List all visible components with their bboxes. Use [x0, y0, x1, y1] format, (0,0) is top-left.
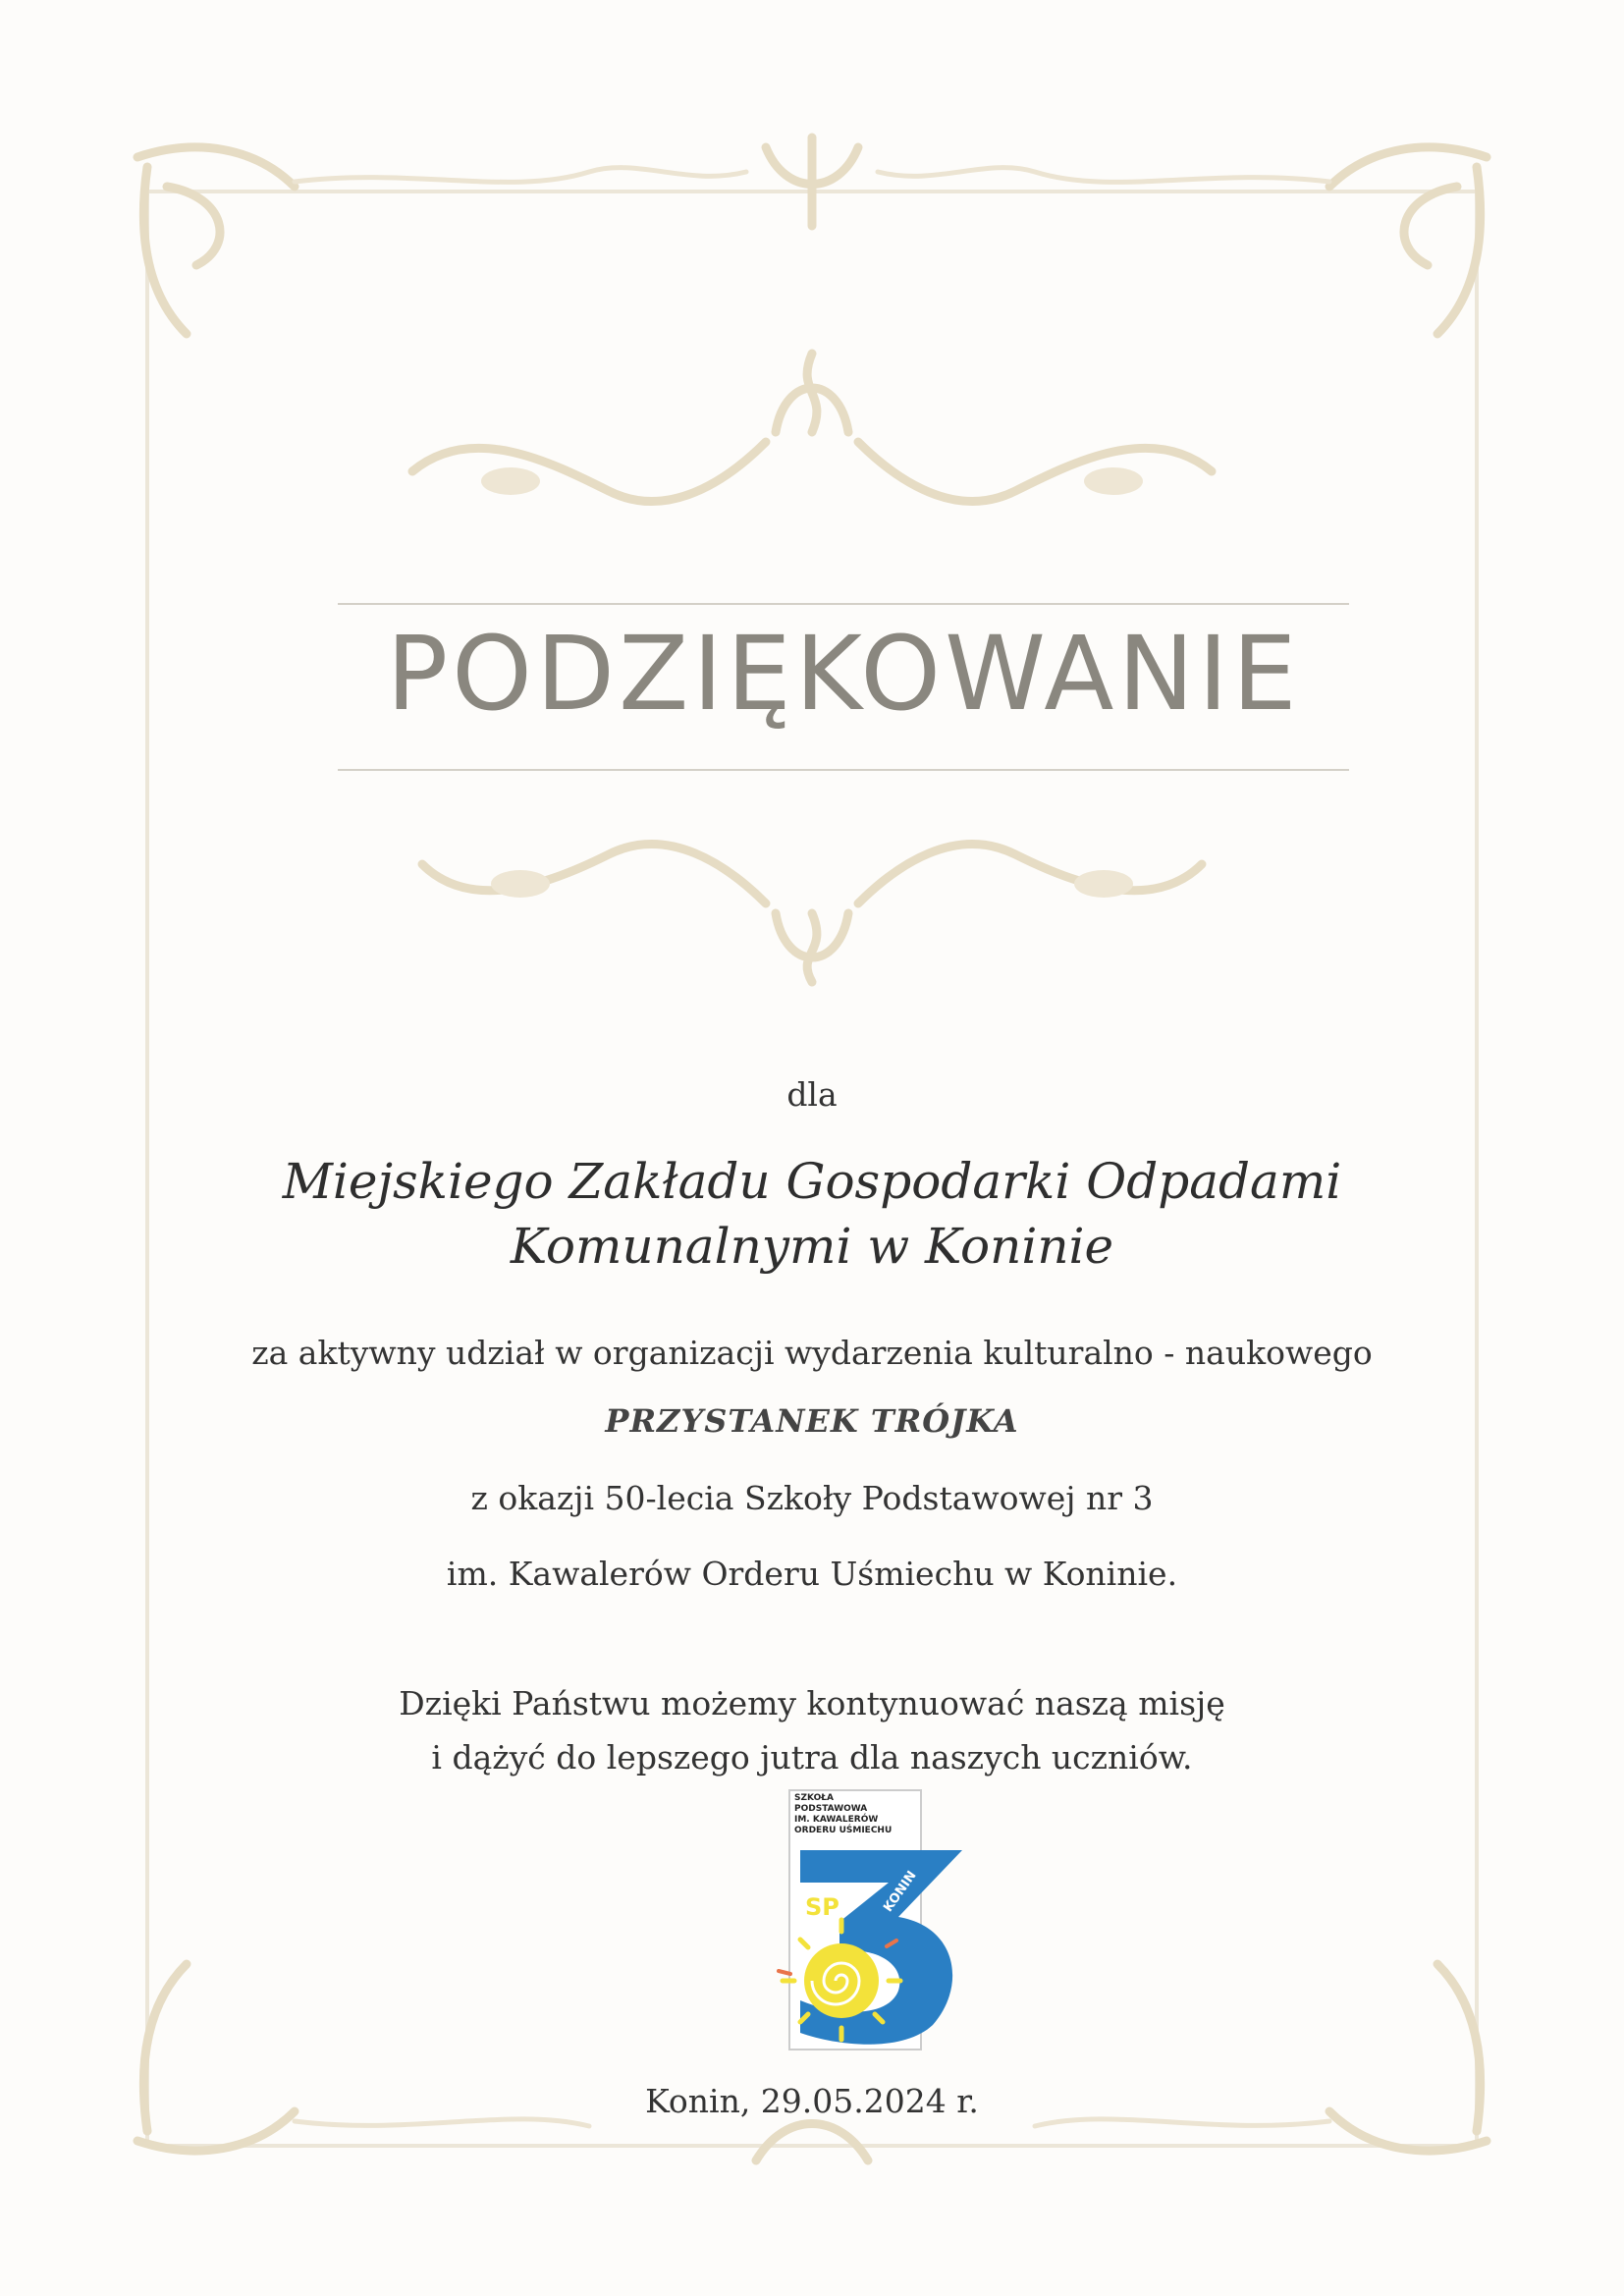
- school-logo: [761, 1789, 962, 2054]
- title-rule-bottom: [338, 769, 1349, 771]
- logo-caption-line-4: ORDERU UŚMIECHU: [794, 1826, 893, 1835]
- recipient-line-2: Komunalnymi w Koninie: [510, 1218, 1114, 1275]
- thanks-message: [0, 1676, 1624, 1784]
- thanks-line-2: i dążyć do lepszego jutra dla naszych uczniów.: [431, 1738, 1193, 1777]
- logo-emblem: [761, 1789, 962, 2054]
- occasion-line-1: z okazji 50-lecia Szkoły Podstawowej nr 3: [470, 1479, 1154, 1517]
- logo-caption-line-3: IM. KAWALERÓW: [794, 1815, 879, 1825]
- logo-caption-line-2: PODSTAWOWA: [794, 1804, 868, 1814]
- logo-konin-text: KONIN: [881, 1868, 920, 1915]
- occasion-line-2: im. Kawalerów Orderu Uśmiechu w Koninie.: [446, 1555, 1178, 1593]
- title-rule-top: [338, 603, 1349, 605]
- recipient-line-1: Miejskiego Zakładu Gospodarki Odpadami: [282, 1153, 1342, 1210]
- logo-caption-line-1: SZKOŁA: [794, 1793, 834, 1803]
- certificate-title: PODZIĘKOWANIE: [386, 614, 1301, 734]
- thanks-line-1: Dzięki Państwu możemy kontynuować naszą misję: [399, 1684, 1225, 1722]
- recipient-name: [0, 1149, 1624, 1279]
- event-name: PRZYSTANEK TRÓJKA: [605, 1402, 1019, 1440]
- logo-sp-text: SP: [805, 1893, 839, 1921]
- for-label: dla: [786, 1075, 838, 1114]
- reason-text: za aktywny udział w organizacji wydarzenia kulturalno - naukowego: [251, 1334, 1373, 1372]
- place-and-date: Konin, 29.05.2024 r.: [645, 2082, 979, 2120]
